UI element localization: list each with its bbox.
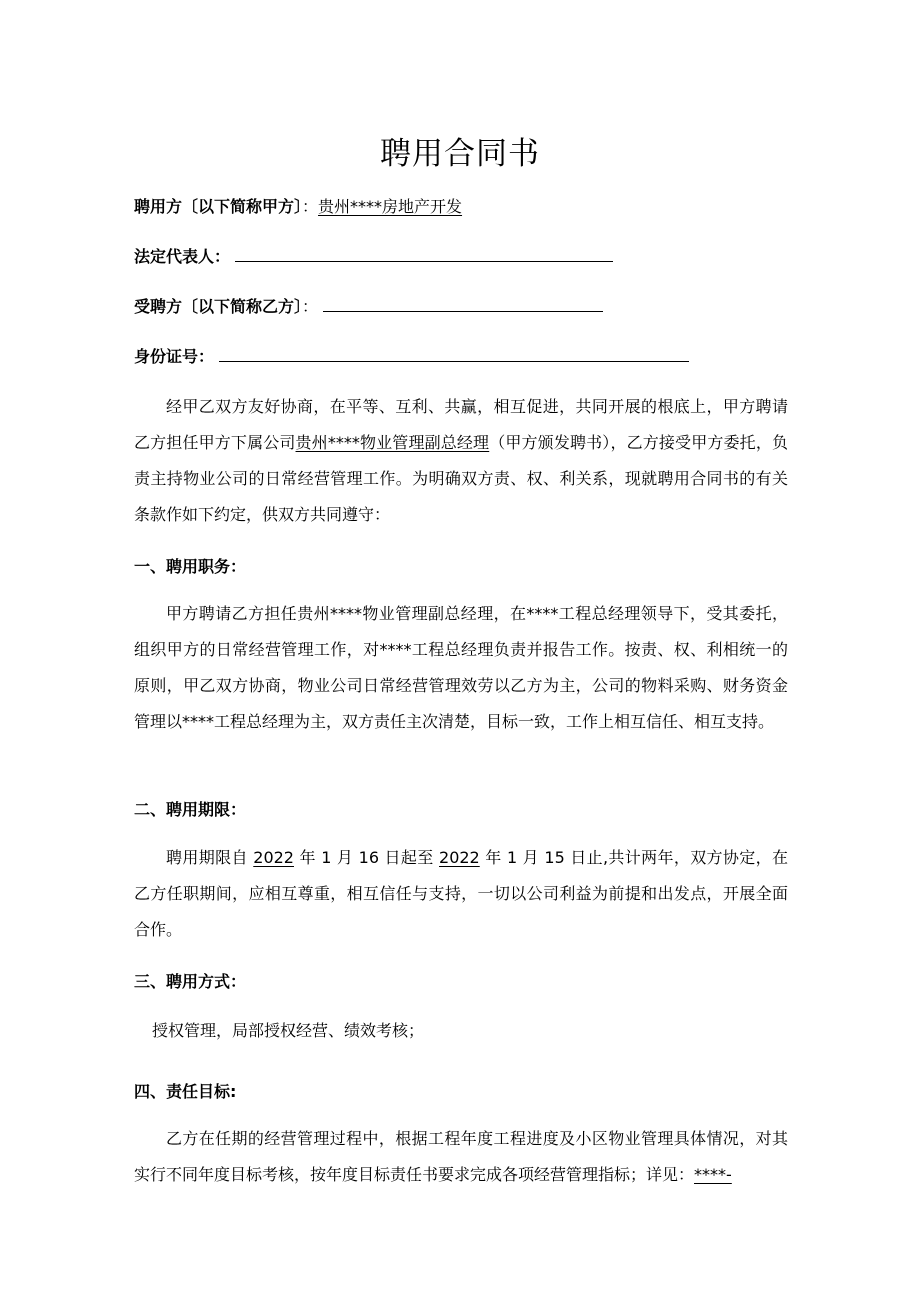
party-a-value: 贵州****房地产开发 (318, 197, 463, 216)
section-3-body: 授权管理，局部授权经营、绩效考核； (152, 1021, 425, 1040)
legal-rep-line (134, 244, 613, 269)
term-end-year: 2022 (439, 848, 480, 867)
intro-text-2: （甲方颁发聘书），乙方接受甲方委托，负责主持物业公司的日常经营管理工作。为明确双方责、权、利关系，现就聘用合同书的有关条款作如下约定，供双方共同遵守： (134, 433, 788, 524)
section-4-body (134, 1121, 788, 1193)
id-number-blank[interactable] (219, 344, 689, 362)
intro-text-1: 经甲乙双方友好协商，在平等、互利、共赢，相互促进，共同开展的根底上，甲方聘请乙方担任甲方下属公司 (134, 397, 788, 452)
target-text: 乙方在任期的经营管理过程中，根据工程年度工程进度及小区物业管理具体情况，对其实行不同年度目标考核，按年度目标责任书要求完成各项经营管理指标；详见： (134, 1129, 788, 1184)
id-number-label: 身份证号： (134, 347, 215, 366)
party-b-separator: ： (302, 297, 319, 316)
section-3-heading: 三、聘用方式： (134, 972, 247, 991)
target-reference[interactable]: ****- (694, 1165, 732, 1184)
legal-rep-blank[interactable] (235, 244, 613, 262)
party-a-label: 聘用方〔以下简称甲方〕 (134, 197, 303, 216)
document-title: 聘用合同书 (380, 136, 540, 172)
term-text-c: 年 1 月 15 日止,共计两年，双方协定，在乙方任职期间，应相互尊重，相互信任与支持，一切以公司利益为前提和出发点，开展全面合作。 (134, 848, 788, 939)
section-4-heading: 四、责任目标: (134, 1082, 237, 1101)
term-text-a: 聘用期限自 (166, 848, 248, 867)
section-1-body: 甲方聘请乙方担任贵州****物业管理副总经理，在****工程总经理领导下，受其委托，组织甲方的日常经营管理工作，对****工程总经理负责并报告工作。按责、权、利相统一的原则，甲乙双方协商，物业公司日常经营管理效劳以乙方为主，公司的物料采购、财务资金管理以****工程总经理为主，双方责任主次清楚，目标一致，工作上相互信任、相互支持。 (134, 604, 788, 731)
section-2-body (134, 840, 788, 948)
term-text-b: 年 1 月 16 日起至 (299, 848, 434, 867)
term-start-year: 2022 (253, 848, 294, 867)
party-a-line (134, 195, 462, 219)
id-number-line (134, 344, 689, 369)
party-b-line (134, 294, 603, 319)
section-1-heading: 一、聘用职务： (134, 557, 247, 576)
party-b-label: 受聘方〔以下简称乙方〕 (134, 297, 303, 316)
legal-rep-label: 法定代表人： (134, 247, 231, 266)
section-2-heading: 二、聘用期限： (134, 800, 247, 819)
party-a-separator: ： (302, 197, 319, 216)
intro-company: 贵州****物业管理副总经理 (295, 433, 490, 452)
party-b-blank[interactable] (323, 294, 603, 312)
intro-paragraph (134, 389, 788, 533)
